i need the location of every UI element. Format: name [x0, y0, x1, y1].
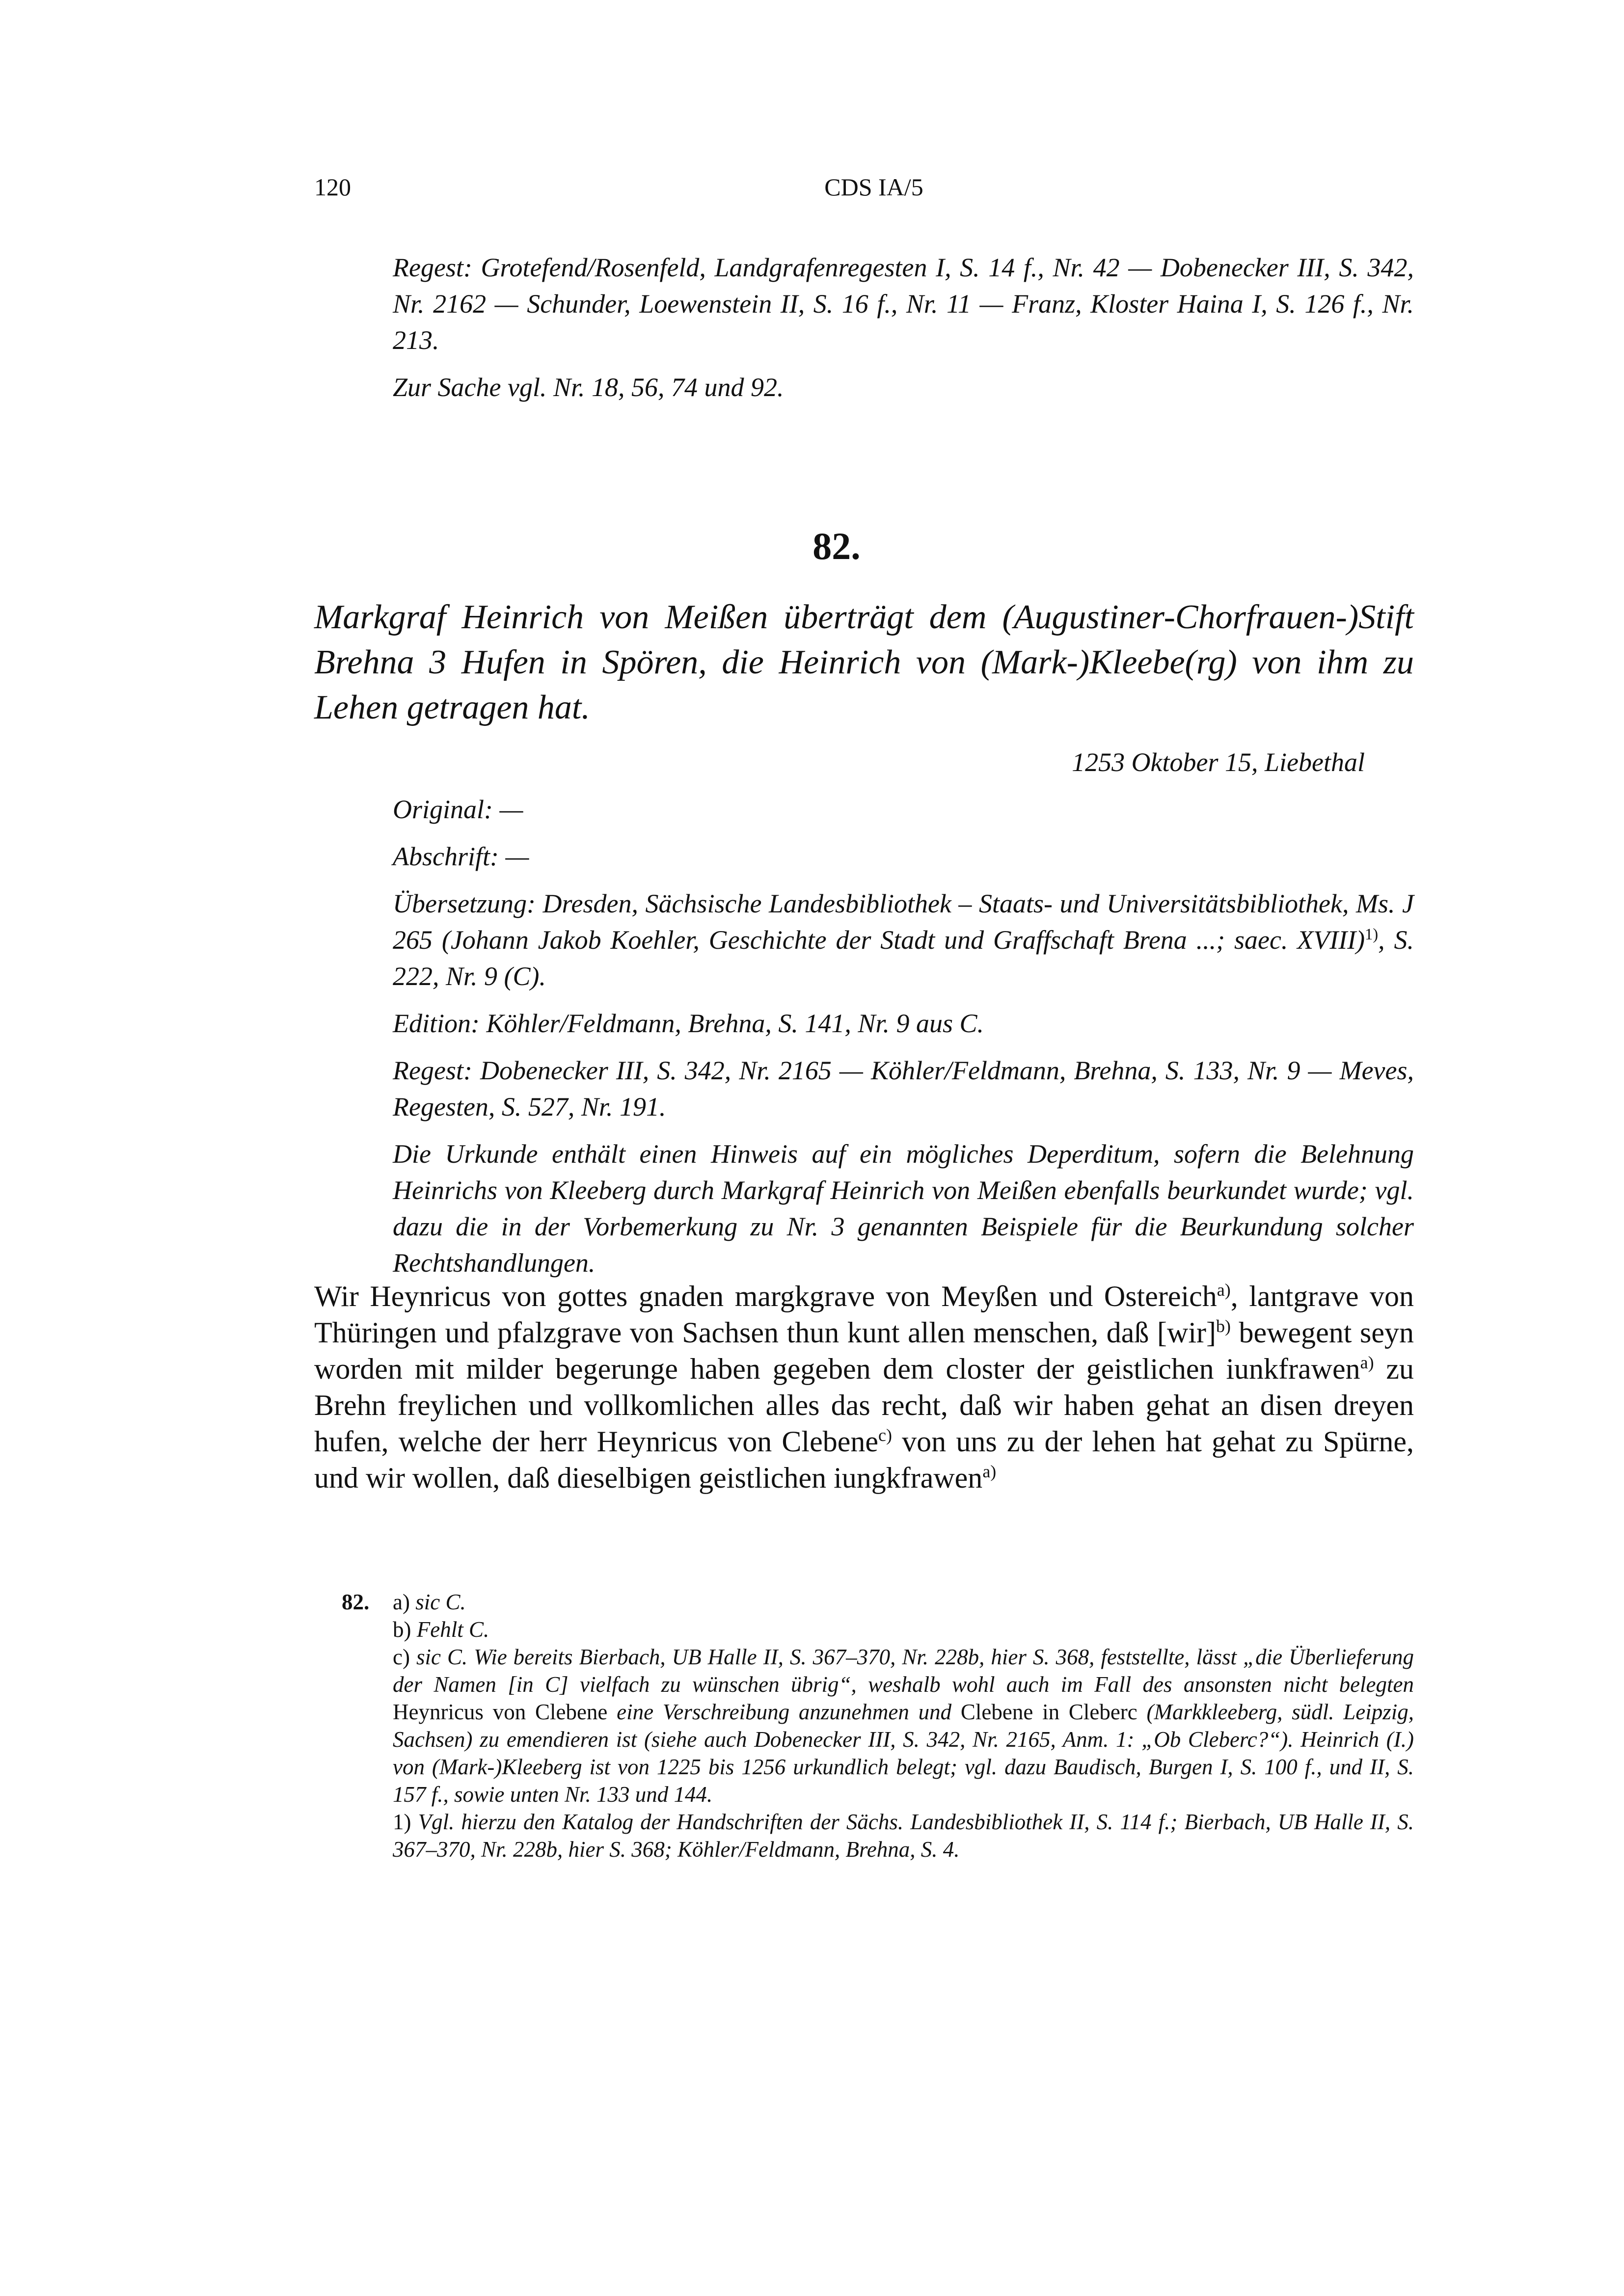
previous-sache: Zur Sache vgl. Nr. 18, 56, 74 und 92.	[393, 373, 784, 402]
apparatus-mark: b)	[1216, 1316, 1231, 1336]
page-header	[314, 173, 1434, 212]
commentary-note: Die Urkunde enthält einen Hinweis auf ein mögliches Deperditum, sofern die Belehnung Heinrichs von Kleeberg durch Markgraf Heinrich von Meißen ebenfalls beurkundet wurde; vgl. dazu die in der Vorbemerkung zu Nr. 3 genannten Beispiele für die Beurkundung solcher Rechtshandlungen.	[393, 1139, 1414, 1278]
footnote-b: b) Fehlt C.	[393, 1617, 489, 1642]
footnotes	[342, 1588, 1414, 1863]
running-title: CDS IA/5	[824, 173, 923, 201]
previous-entry-references	[393, 249, 1414, 416]
date-place: 1253 Oktober 15, Liebethal	[1072, 748, 1365, 777]
uebersetzung-line: Übersetzung: Dresden, Sächsische Landesbibliothek – Staats- und Universitätsbibliothek, Ms. J 265 (Johann Jakob Koehler, Geschichte der Stadt und Graffschaft Brena ...; saec. XVIII)$^{1)}$, S. 222, Nr. 9 (C).	[393, 889, 1414, 991]
footnote-c: c) sic C. Wie bereits Bierbach, UB Halle II, S. 367–370, Nr. 228b, hier S. 368, feststellte, lässt „die Überlieferung der Namen [in C] vielfach zu wünschen übrig“, weshalb wohl auch im Fall des ansonsten nicht belegten Heynricus von Clebene eine Verschreibung anzunehmen und Clebene in Cleberc (Markkleeberg, südl. Leipzig, Sachsen) zu emendieren ist (siehe auch Dobenecker III, S. 342, Nr. 2165, Anm. 1: „Ob Cleberc?“). Heinrich (I.) von (Mark-)Kleeberg ist von 1225 bis 1256 urkundlich belegt; vgl. dazu Baudisch, Burgen I, S. 100 f., und II, S. 157 f., sowie unten Nr. 133 und 144.	[393, 1645, 1414, 1807]
apparatus-mark: a)	[1217, 1280, 1231, 1300]
footnote-ref: 1)	[1365, 926, 1379, 943]
original-line: Original: —	[393, 795, 523, 824]
abschrift-line: Abschrift: —	[393, 842, 529, 871]
document-heading: Markgraf Heinrich von Meißen überträgt dem (Augustiner-Chorfrauen-)Stift Brehna 3 Hufen in Spören, die Heinrich von (Mark-)Kleebe(rg) von ihm zu Lehen getragen hat.	[314, 598, 1414, 726]
footnote-a: a) sic C.	[393, 1590, 466, 1614]
document-number: 82.	[812, 525, 861, 567]
source-apparatus	[393, 791, 1414, 1292]
regest-line: Regest: Dobenecker III, S. 342, Nr. 2165 — Köhler/Feldmann, Brehna, S. 133, Nr. 9 — Meves, Regesten, S. 527, Nr. 191.	[393, 1056, 1414, 1121]
charter-text: Wir Heynricus von gottes gnaden margkgrave von Meyßen und Ostereich$^{a)}$, lantgrave von Thüringen und pfalzgrave von Sachsen thun kunt allen menschen, daß [wir]$^{b)}$ bewegent seyn worden mit milder begerunge haben gegeben dem closter der geistlichen iunkfrawen$^{a)}$ zu Brehn freylichen und vollkomlichen alles das recht, daß wir haben gehat an disen dreyen hufen, welche der herr Heynricus von Clebene$^{c)}$ von uns zu der lehen hat gehat zu Spürne, und wir wollen, daß dieselbigen geistlichen iungkfrawen$^{a)}$	[314, 1280, 1414, 1494]
page-number: 120	[314, 173, 351, 201]
edition-line: Edition: Köhler/Feldmann, Brehna, S. 141, Nr. 9 aus C.	[393, 1009, 984, 1038]
apparatus-mark: a)	[1360, 1353, 1374, 1372]
footnote-doc-mark: 82.	[342, 1590, 370, 1614]
apparatus-mark: a)	[982, 1462, 997, 1481]
footnote-1: 1) Vgl. hierzu den Katalog der Handschriften der Sächs. Landesbibliothek II, S. 114 f.; Bierbach, UB Halle II, S. 367–370, Nr. 228b, hier S. 368; Köhler/Feldmann, Brehna, S. 4.	[393, 1810, 1414, 1862]
apparatus-mark: c)	[878, 1425, 892, 1445]
previous-regest: Regest: Grotefend/Rosenfeld, Landgrafenregesten I, S. 14 f., Nr. 42 — Dobenecker III, S. 342, Nr. 2162 — Schunder, Loewenstein II, S. 16 f., Nr. 11 — Franz, Kloster Haina I, S. 126 f., Nr. 213.	[393, 253, 1414, 355]
